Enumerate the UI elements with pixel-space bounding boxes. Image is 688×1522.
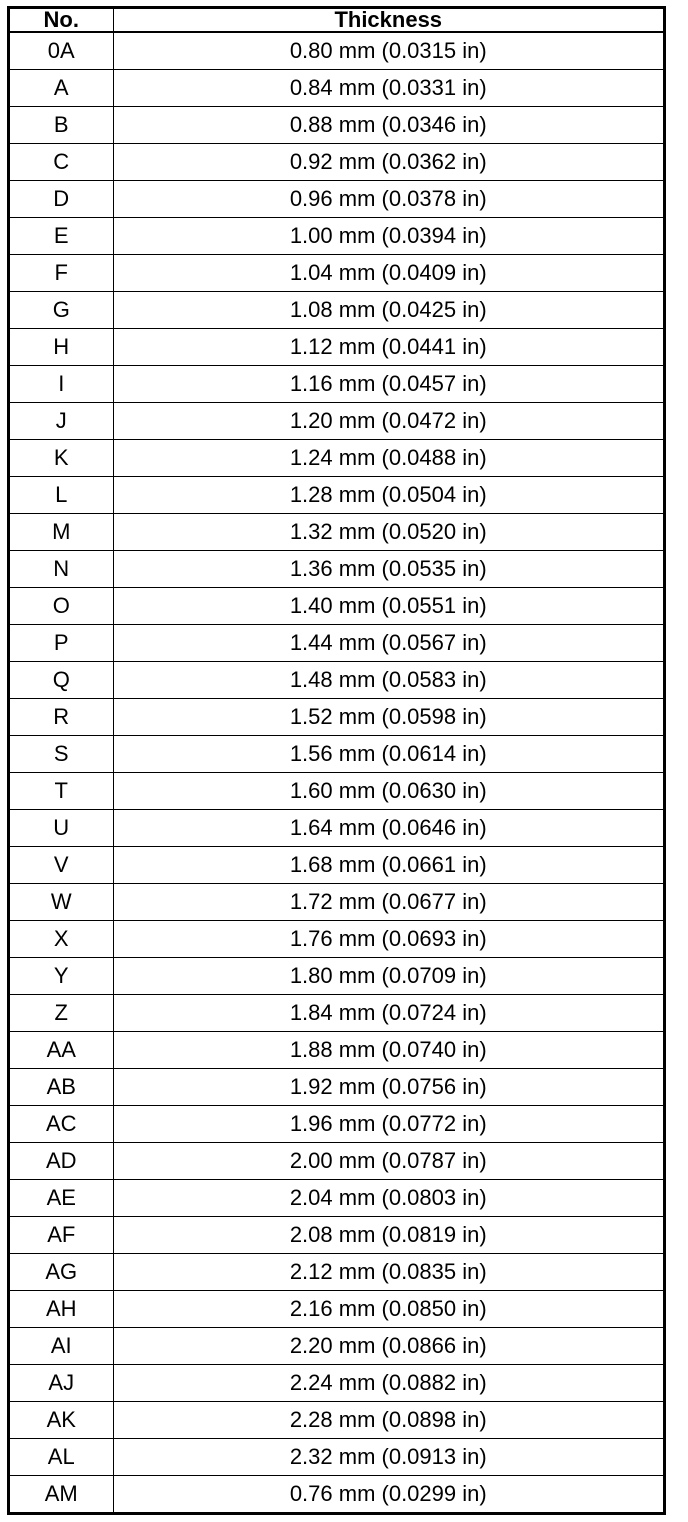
cell-thickness: 2.16 mm (0.0850 in)	[113, 1291, 663, 1328]
table-row	[10, 847, 663, 884]
table-row	[10, 773, 663, 810]
cell-thickness: 2.12 mm (0.0835 in)	[113, 1254, 663, 1291]
cell-no: AD	[10, 1143, 113, 1180]
cell-no: M	[10, 514, 113, 551]
cell-thickness: 1.32 mm (0.0520 in)	[113, 514, 663, 551]
cell-thickness: 1.36 mm (0.0535 in)	[113, 551, 663, 588]
cell-thickness: 1.68 mm (0.0661 in)	[113, 847, 663, 884]
table-row	[10, 810, 663, 847]
cell-thickness: 1.56 mm (0.0614 in)	[113, 736, 663, 773]
cell-thickness: 0.96 mm (0.0378 in)	[113, 181, 663, 218]
cell-thickness: 1.24 mm (0.0488 in)	[113, 440, 663, 477]
table-row	[10, 403, 663, 440]
cell-thickness: 1.16 mm (0.0457 in)	[113, 366, 663, 403]
table-row	[10, 292, 663, 329]
cell-no: AH	[10, 1291, 113, 1328]
table-row	[10, 107, 663, 144]
table-row	[10, 551, 663, 588]
cell-no: AE	[10, 1180, 113, 1217]
cell-no: P	[10, 625, 113, 662]
table-row	[10, 1402, 663, 1439]
table-row	[10, 1439, 663, 1476]
cell-thickness: 1.12 mm (0.0441 in)	[113, 329, 663, 366]
cell-thickness: 0.92 mm (0.0362 in)	[113, 144, 663, 181]
cell-thickness: 1.04 mm (0.0409 in)	[113, 255, 663, 292]
cell-no: 0A	[10, 32, 113, 70]
table-row	[10, 70, 663, 107]
table-header	[10, 9, 663, 32]
table-row	[10, 144, 663, 181]
cell-no: Y	[10, 958, 113, 995]
cell-thickness: 1.28 mm (0.0504 in)	[113, 477, 663, 514]
cell-no: AA	[10, 1032, 113, 1069]
cell-no: X	[10, 921, 113, 958]
cell-no: F	[10, 255, 113, 292]
cell-no: S	[10, 736, 113, 773]
cell-thickness: 0.80 mm (0.0315 in)	[113, 32, 663, 70]
cell-thickness: 1.08 mm (0.0425 in)	[113, 292, 663, 329]
cell-no: R	[10, 699, 113, 736]
cell-thickness: 1.44 mm (0.0567 in)	[113, 625, 663, 662]
cell-no: AF	[10, 1217, 113, 1254]
table-row	[10, 662, 663, 699]
table-row	[10, 477, 663, 514]
cell-thickness: 2.00 mm (0.0787 in)	[113, 1143, 663, 1180]
cell-no: I	[10, 366, 113, 403]
cell-thickness: 1.60 mm (0.0630 in)	[113, 773, 663, 810]
table-row	[10, 625, 663, 662]
cell-no: C	[10, 144, 113, 181]
cell-thickness: 1.40 mm (0.0551 in)	[113, 588, 663, 625]
cell-thickness: 1.92 mm (0.0756 in)	[113, 1069, 663, 1106]
table-row	[10, 699, 663, 736]
cell-thickness: 1.84 mm (0.0724 in)	[113, 995, 663, 1032]
cell-thickness: 1.72 mm (0.0677 in)	[113, 884, 663, 921]
cell-thickness: 1.96 mm (0.0772 in)	[113, 1106, 663, 1143]
table-row	[10, 736, 663, 773]
cell-thickness: 0.76 mm (0.0299 in)	[113, 1476, 663, 1512]
header-row	[10, 9, 663, 32]
cell-no: AJ	[10, 1365, 113, 1402]
cell-no: AG	[10, 1254, 113, 1291]
cell-thickness: 2.08 mm (0.0819 in)	[113, 1217, 663, 1254]
cell-no: AI	[10, 1328, 113, 1365]
cell-no: J	[10, 403, 113, 440]
cell-thickness: 2.20 mm (0.0866 in)	[113, 1328, 663, 1365]
cell-no: T	[10, 773, 113, 810]
cell-thickness: 1.76 mm (0.0693 in)	[113, 921, 663, 958]
table-row	[10, 366, 663, 403]
cell-thickness: 2.24 mm (0.0882 in)	[113, 1365, 663, 1402]
table-row	[10, 921, 663, 958]
cell-no: AK	[10, 1402, 113, 1439]
table-row	[10, 995, 663, 1032]
table-row	[10, 1254, 663, 1291]
cell-no: L	[10, 477, 113, 514]
cell-no: Q	[10, 662, 113, 699]
cell-no: N	[10, 551, 113, 588]
table-row	[10, 1069, 663, 1106]
cell-thickness: 1.88 mm (0.0740 in)	[113, 1032, 663, 1069]
table-row	[10, 1106, 663, 1143]
table-row	[10, 1365, 663, 1402]
table-row	[10, 1328, 663, 1365]
table-row	[10, 588, 663, 625]
cell-no: AC	[10, 1106, 113, 1143]
table-row	[10, 218, 663, 255]
table-row	[10, 181, 663, 218]
table-row	[10, 329, 663, 366]
cell-thickness: 1.80 mm (0.0709 in)	[113, 958, 663, 995]
table-row	[10, 884, 663, 921]
cell-no: G	[10, 292, 113, 329]
cell-no: B	[10, 107, 113, 144]
cell-no: H	[10, 329, 113, 366]
thickness-table	[10, 9, 663, 1512]
cell-no: AL	[10, 1439, 113, 1476]
table-row	[10, 1291, 663, 1328]
thickness-table-frame	[7, 6, 666, 1515]
table-row	[10, 958, 663, 995]
cell-no: E	[10, 218, 113, 255]
cell-no: AB	[10, 1069, 113, 1106]
table-row	[10, 514, 663, 551]
table-body	[10, 32, 663, 1512]
cell-thickness: 0.84 mm (0.0331 in)	[113, 70, 663, 107]
table-row	[10, 1217, 663, 1254]
cell-thickness: 2.28 mm (0.0898 in)	[113, 1402, 663, 1439]
cell-no: D	[10, 181, 113, 218]
cell-no: W	[10, 884, 113, 921]
table-row	[10, 1143, 663, 1180]
cell-thickness: 2.04 mm (0.0803 in)	[113, 1180, 663, 1217]
cell-thickness: 1.20 mm (0.0472 in)	[113, 403, 663, 440]
cell-thickness: 1.64 mm (0.0646 in)	[113, 810, 663, 847]
table-row	[10, 255, 663, 292]
column-header-thickness: Thickness	[113, 9, 663, 32]
cell-no: K	[10, 440, 113, 477]
cell-thickness: 2.32 mm (0.0913 in)	[113, 1439, 663, 1476]
table-row	[10, 1032, 663, 1069]
cell-thickness: 0.88 mm (0.0346 in)	[113, 107, 663, 144]
cell-no: V	[10, 847, 113, 884]
cell-thickness: 1.00 mm (0.0394 in)	[113, 218, 663, 255]
cell-no: O	[10, 588, 113, 625]
cell-no: U	[10, 810, 113, 847]
column-header-no: No.	[10, 9, 113, 32]
table-row	[10, 1180, 663, 1217]
cell-no: A	[10, 70, 113, 107]
cell-thickness: 1.48 mm (0.0583 in)	[113, 662, 663, 699]
table-row	[10, 440, 663, 477]
table-row	[10, 32, 663, 70]
cell-no: Z	[10, 995, 113, 1032]
table-row	[10, 1476, 663, 1512]
cell-no: AM	[10, 1476, 113, 1512]
cell-thickness: 1.52 mm (0.0598 in)	[113, 699, 663, 736]
